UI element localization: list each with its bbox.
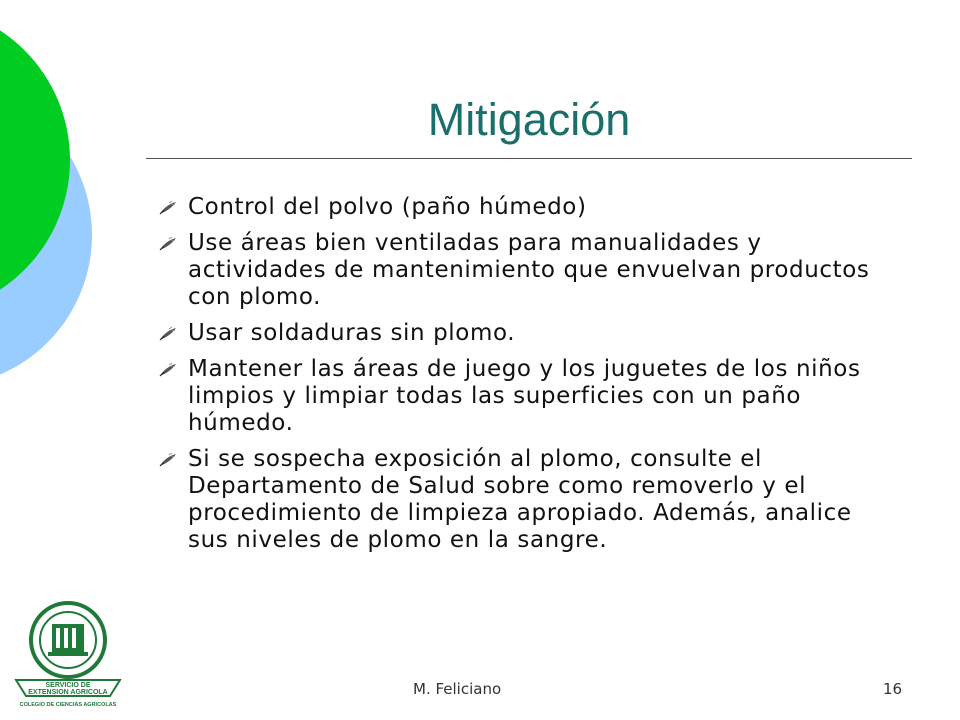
slide-title: Mitigación <box>427 94 631 145</box>
title-divider <box>146 158 912 159</box>
quill-pen-icon <box>158 326 178 342</box>
bullet-item <box>158 194 898 221</box>
bullet-item <box>158 446 898 554</box>
bullet-text: Control del polvo (paño húmedo) <box>188 194 587 220</box>
extension-service-logo <box>8 600 128 712</box>
quill-pen-icon <box>158 362 178 378</box>
bullet-text: Si se sospecha exposición al plomo, consulte el Departamento de Salud sobre como removerlo y el procedimiento de limpieza apropiado. Además, analice sus niveles de plomo en la sangre. <box>188 446 852 553</box>
footer-author: M. Feliciano <box>413 680 502 698</box>
logo-line-3: COLEGIO DE CIENCIAS AGRICOLAS <box>19 702 117 708</box>
logo-line-2: EXTENSION AGRICOLA <box>28 689 108 696</box>
bullet-text: Usar soldaduras sin plomo. <box>188 320 516 346</box>
quill-pen-icon <box>158 452 178 468</box>
quill-pen-icon <box>158 200 178 216</box>
decorative-circles <box>0 0 110 380</box>
bullet-text: Use áreas bien ventiladas para manualidades y actividades de mantenimiento que envuelvan productos con plomo. <box>188 230 870 310</box>
quill-pen-icon <box>158 236 178 252</box>
slide-number: 16 <box>883 680 903 698</box>
bullet-item <box>158 230 898 311</box>
bullet-text: Mantener las áreas de juego y los juguetes de los niños limpios y limpiar todas las superficies con un paño húmedo. <box>188 356 861 436</box>
bullet-item <box>158 320 898 347</box>
bullet-list <box>158 194 898 563</box>
logo-line-1: SERVICIO DE <box>45 682 91 689</box>
bullet-item <box>158 356 898 437</box>
